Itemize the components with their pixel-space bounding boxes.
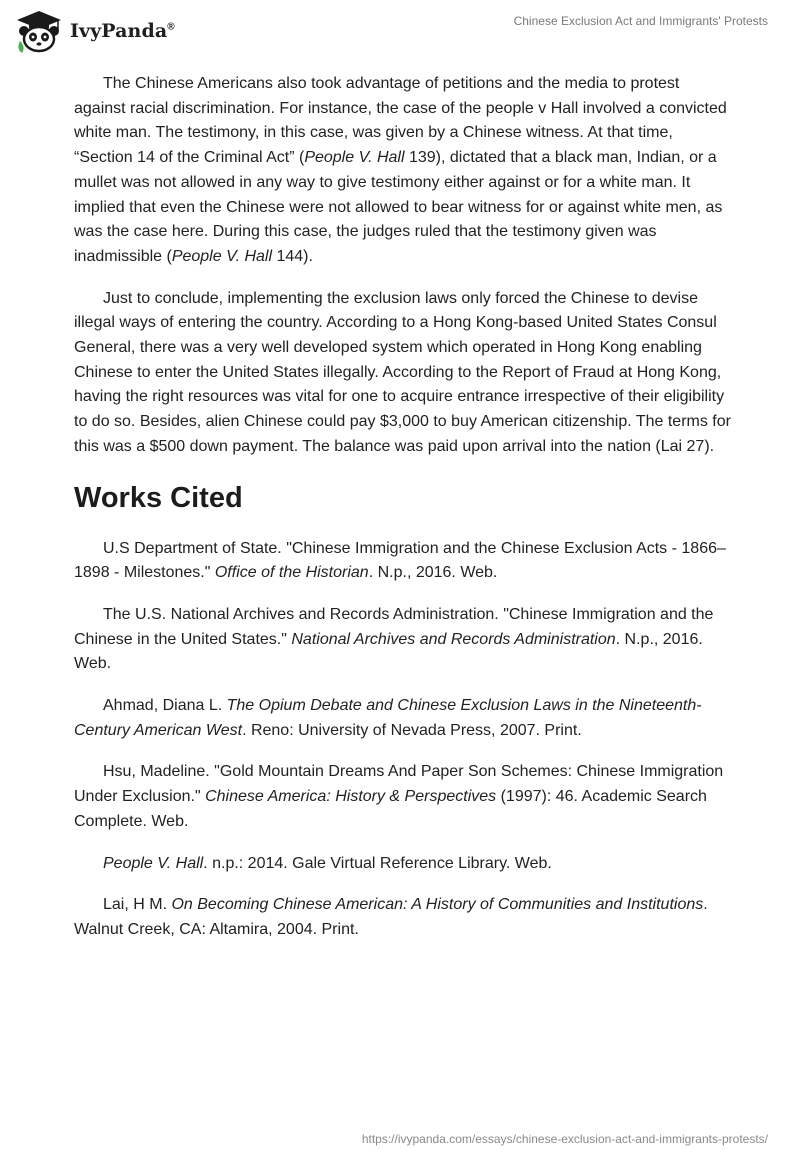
italic-citation: People V. Hall: [171, 247, 273, 265]
italic-title: Office of the Historian: [214, 564, 369, 582]
panda-graduate-icon: [14, 9, 64, 53]
citation-entry: [74, 852, 734, 877]
citation-entry: [74, 694, 734, 743]
text-run: U.S Department of State. "Chinese Immigration and the Chinese Exclusion Acts - 1866–1898 - Milestones.": [74, 539, 726, 582]
italic-citation: People V. Hall: [304, 149, 405, 167]
text-run: . Reno: University of Nevada Press, 2007. Print.: [242, 721, 582, 739]
citation-entry: [74, 603, 734, 677]
registered-mark: ®: [167, 21, 175, 33]
text-run: . n.p.: 2014. Gale Virtual Reference Library. Web.: [203, 854, 552, 872]
source-url-link[interactable]: https://ivypanda.com/essays/chinese-exclusion-act-and-immigrants-protests/: [361, 1132, 768, 1146]
citation-entry: [74, 893, 734, 942]
italic-title: Chinese America: History & Perspectives: [205, 788, 497, 806]
text-run: . N.p., 2016. Web.: [74, 630, 703, 673]
text-run: (1997): 46. Academic Search Complete. Web.: [74, 788, 707, 830]
text-run: The Chinese Americans also took advantage of petitions and the media to protest against racial discrimination. For instance, the case of the people v Hall involved a convicted white man. The testimony, in this case, was given by a Chinese witness. At that time, “Section 14 of the Criminal Act” (: [74, 75, 727, 167]
body-paragraph: [74, 72, 734, 270]
brand-text: IvyPanda: [70, 20, 168, 42]
document-title: Chinese Exclusion Act and Immigrants' Protests: [513, 14, 768, 28]
works-cited-heading: Works Cited: [74, 481, 243, 514]
citation-entry: [74, 537, 734, 586]
body-paragraph: Just to conclude, implementing the exclusion laws only forced the Chinese to devise illegal ways of entering the country. According to a Hong Kong-based United States Consul General, there was a very well developed system which operated in Hong Kong enabling Chinese to enter the United States illegally. According to the Report of Fraud at Hong Kong, having the right resources was vital for one to acquire entrance irrespective of their eligibility to do so. Besides, alien Chinese could pay $3,000 to buy American citizenship. The terms for this was a $500 down payment. The balance was paid upon arrival into the nation (Lai 27).: [74, 289, 731, 455]
essay-content: [74, 72, 734, 960]
brand-name: [70, 20, 175, 42]
citation-entry: [74, 760, 734, 834]
italic-title: On Becoming Chinese American: A History of Communities and Institutions: [171, 896, 704, 914]
text-run: Ahmad, Diana L.: [103, 697, 227, 715]
text-run: 139), dictated that a black man, Indian, or a mullet was not allowed in any way to give testimony either against or for a white man. It implied that even the Chinese were not allowed to bear witness for or against white men, as was the case here. During this case, the judges ruled that the testimony given was inadmissible (: [74, 149, 723, 265]
ivypanda-logo[interactable]: [14, 9, 175, 53]
italic-title: People V. Hall: [103, 854, 204, 872]
text-run: . Walnut Creek, CA: Altamira, 2004. Print.: [74, 896, 708, 938]
text-run: 144).: [272, 247, 313, 265]
italic-title: The Opium Debate and Chinese Exclusion Laws in the Nineteenth-Century American West: [74, 697, 702, 739]
text-run: Hsu, Madeline. "Gold Mountain Dreams And Paper Son Schemes: Chinese Immigration Under Exclusion.": [74, 763, 724, 806]
italic-title: National Archives and Records Administration: [291, 630, 616, 648]
text-run: The U.S. National Archives and Records Administration. "Chinese Immigration and the Chinese in the United States.": [74, 605, 714, 648]
page-header: [0, 0, 800, 60]
text-run: Lai, H M.: [103, 896, 172, 914]
text-run: . N.p., 2016. Web.: [368, 564, 498, 582]
